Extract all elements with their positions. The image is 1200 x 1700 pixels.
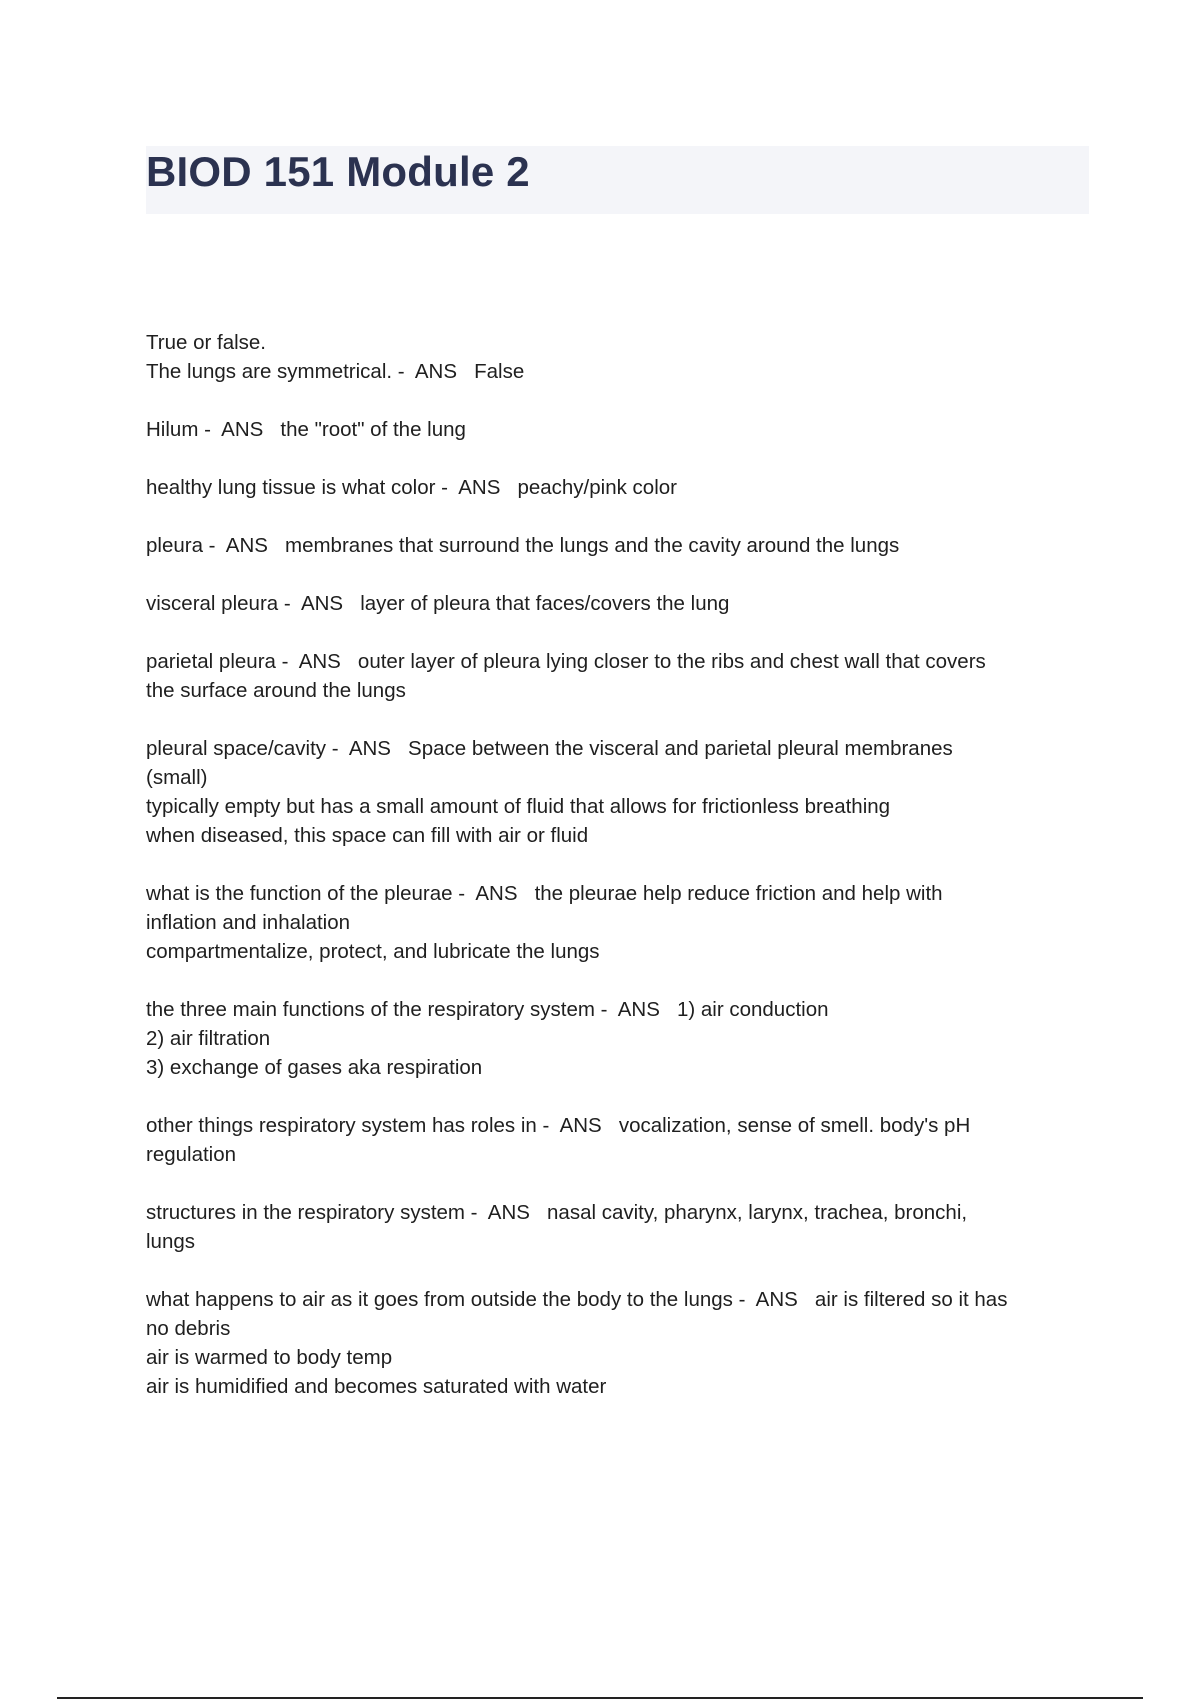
qa-item: parietal pleura - ANS outer layer of pleura lying closer to the ribs and chest wall that covers the surface around the lungs <box>146 650 986 702</box>
qa-item: what happens to air as it goes from outside the body to the lungs - ANS air is filtered so it has no debris air is warmed to body temp air is humidified and becomes saturated with water <box>146 1288 1008 1398</box>
qa-list <box>146 328 1086 1430</box>
page-title: BIOD 151 Module 2 <box>146 148 530 195</box>
qa-item: Hilum - ANS the "root" of the lung <box>146 418 466 441</box>
qa-item: True or false. The lungs are symmetrical. - ANS False <box>146 331 525 383</box>
qa-item: pleura - ANS membranes that surround the lungs and the cavity around the lungs <box>146 534 900 557</box>
qa-item: other things respiratory system has roles in - ANS vocalization, sense of smell. body's pH regulation <box>146 1114 971 1166</box>
qa-item: pleural space/cavity - ANS Space between the visceral and parietal pleural membranes (small) typically empty but has a small amount of fluid that allows for frictionless breathing when diseased, this space can fill with air or fluid <box>146 737 953 847</box>
qa-item: the three main functions of the respiratory system - ANS 1) air conduction 2) air filtration 3) exchange of gases aka respiration <box>146 998 829 1079</box>
qa-item: what is the function of the pleurae - ANS the pleurae help reduce friction and help with inflation and inhalation compartmentalize, protect, and lubricate the lungs <box>146 882 943 963</box>
page-bottom-rule <box>57 1697 1143 1699</box>
qa-item: visceral pleura - ANS layer of pleura that faces/covers the lung <box>146 592 730 615</box>
qa-item: healthy lung tissue is what color - ANS peachy/pink color <box>146 476 677 499</box>
qa-item: structures in the respiratory system - ANS nasal cavity, pharynx, larynx, trachea, bronchi, lungs <box>146 1201 968 1253</box>
title-banner <box>146 146 1089 214</box>
